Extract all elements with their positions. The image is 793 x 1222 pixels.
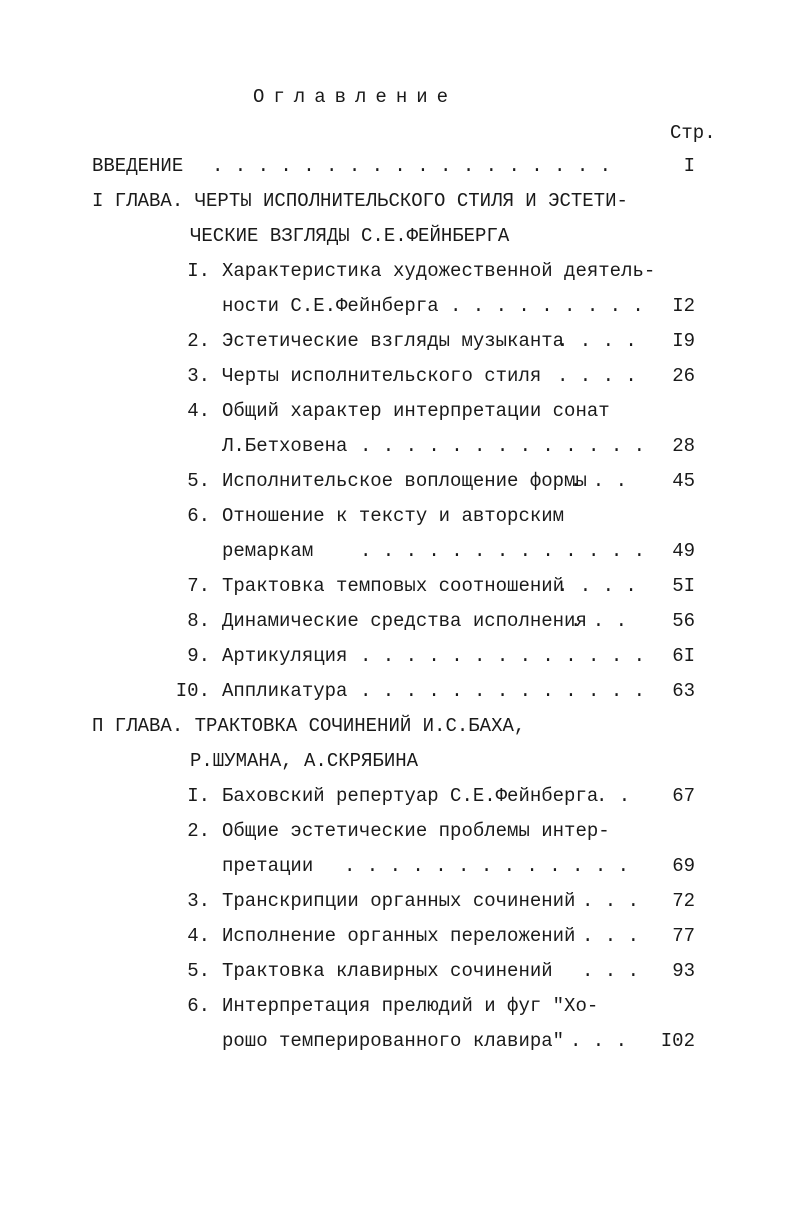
toc-entry-text: ремаркам: [222, 540, 314, 562]
toc-chapter-heading: I ГЛАВА. ЧЕРТЫ ИСПОЛНИТЕЛЬСКОГО СТИЛЯ И ЭСТЕТИ-: [92, 190, 628, 212]
toc-leader-dots: . . .: [570, 470, 628, 492]
toc-page-number: I02: [660, 1030, 695, 1052]
toc-entry-text: Отношение к тексту и авторским: [222, 505, 565, 527]
toc-entry-text: Эстетические взгляды музыканта: [222, 330, 565, 352]
toc-page-number: 26: [672, 365, 695, 387]
toc-item-number: 8.: [187, 610, 210, 632]
toc-item-number: 2.: [187, 820, 210, 842]
toc-item-number: I.: [187, 260, 210, 282]
toc-page-number: 77: [672, 925, 695, 947]
toc-item-number: I.: [187, 785, 210, 807]
toc-item-number: 5.: [187, 470, 210, 492]
toc-page-number: 56: [672, 610, 695, 632]
toc-chapter-heading: ЧЕСКИЕ ВЗГЛЯДЫ С.Е.ФЕЙНБЕРГА: [190, 225, 510, 247]
toc-page-number: 72: [672, 890, 695, 912]
toc-item-number: 3.: [187, 890, 210, 912]
toc-page-number: 93: [672, 960, 695, 982]
toc-entry-text: рошо темперированного клавира": [222, 1030, 565, 1052]
toc-leader-dots: . . .: [582, 925, 640, 947]
toc-page-number: I: [683, 155, 695, 177]
toc-entry-text: ности С.Е.Фейнберга: [222, 295, 439, 317]
toc-leader-dots: . . . .: [557, 575, 637, 597]
toc-item-number: 5.: [187, 960, 210, 982]
toc-entry-text: Трактовка клавирных сочинений: [222, 960, 553, 982]
toc-leader-dots: . . . . . . . . . . . . .: [360, 435, 646, 457]
toc-entry-text: Общий характер интерпретации сонат: [222, 400, 610, 422]
toc-entry-text: Характеристика художественной деятель-: [222, 260, 656, 282]
toc-page-number: 5I: [672, 575, 695, 597]
toc-chapter-heading: П ГЛАВА. ТРАКТОВКА СОЧИНЕНИЙ И.С.БАХА,: [92, 715, 526, 737]
toc-item-number: 2.: [187, 330, 210, 352]
toc-leader-dots: . . .: [570, 610, 628, 632]
toc-entry-text: претации: [222, 855, 314, 877]
toc-leader-dots: . . . . . . . . . . . . .: [360, 645, 646, 667]
page-column-header: Стр.: [670, 122, 716, 144]
toc-page-number: 69: [672, 855, 695, 877]
toc-leader-dots: . . .: [582, 890, 640, 912]
page-title: Оглавление: [253, 86, 458, 108]
toc-entry-text: Трактовка темповых соотношений: [222, 575, 565, 597]
toc-leader-dots: . .: [596, 785, 631, 807]
toc-item-number: 3.: [187, 365, 210, 387]
toc-entry-text: ВВЕДЕНИЕ: [92, 155, 184, 177]
toc-page-number: 28: [672, 435, 695, 457]
toc-entry-text: Черты исполнительского стиля: [222, 365, 542, 387]
toc-entry-text: Динамические средства исполнения: [222, 610, 587, 632]
toc-page-number: I9: [672, 330, 695, 352]
toc-leader-dots: . . .: [570, 1030, 628, 1052]
toc-entry-text: Общие эстетические проблемы интер-: [222, 820, 610, 842]
toc-leader-dots: . . . . . . . . . . . . . . . . . .: [212, 155, 612, 177]
toc-item-number: 4.: [187, 925, 210, 947]
toc-page-number: 6I: [672, 645, 695, 667]
toc-entry-text: Интерпретация прелюдий и фуг "Хо-: [222, 995, 599, 1017]
toc-item-number: 9.: [187, 645, 210, 667]
toc-leader-dots: . . . . . . . . . . . . .: [360, 680, 646, 702]
toc-item-number: 7.: [187, 575, 210, 597]
toc-leader-dots: . . . . . . . . .: [450, 295, 644, 317]
toc-entry-text: Аппликатура: [222, 680, 348, 702]
toc-item-number: I0.: [175, 680, 210, 702]
toc-entry-text: Исполнительское воплощение формы: [222, 470, 587, 492]
toc-item-number: 6.: [187, 995, 210, 1017]
toc-item-number: 6.: [187, 505, 210, 527]
toc-leader-dots: . . . .: [557, 330, 637, 352]
toc-entry-text: Транскрипции органных сочинений: [222, 890, 576, 912]
toc-entry-text: Артикуляция: [222, 645, 348, 667]
toc-page-number: 49: [672, 540, 695, 562]
toc-page-number: 67: [672, 785, 695, 807]
toc-entry-text: Исполнение органных переложений: [222, 925, 576, 947]
toc-leader-dots: . . . .: [557, 365, 637, 387]
toc-leader-dots: . . .: [582, 960, 640, 982]
toc-leader-dots: . . . . . . . . . . . . .: [344, 855, 630, 877]
toc-entry-text: Л.Бетховена: [222, 435, 348, 457]
toc-page-number: 45: [672, 470, 695, 492]
toc-page-number: I2: [672, 295, 695, 317]
toc-entry-text: Баховский репертуар С.Е.Фейнберга: [222, 785, 599, 807]
toc-item-number: 4.: [187, 400, 210, 422]
toc-page-number: 63: [672, 680, 695, 702]
toc-chapter-heading: Р.ШУМАНА, А.СКРЯБИНА: [190, 750, 419, 772]
toc-leader-dots: . . . . . . . . . . . . .: [360, 540, 646, 562]
